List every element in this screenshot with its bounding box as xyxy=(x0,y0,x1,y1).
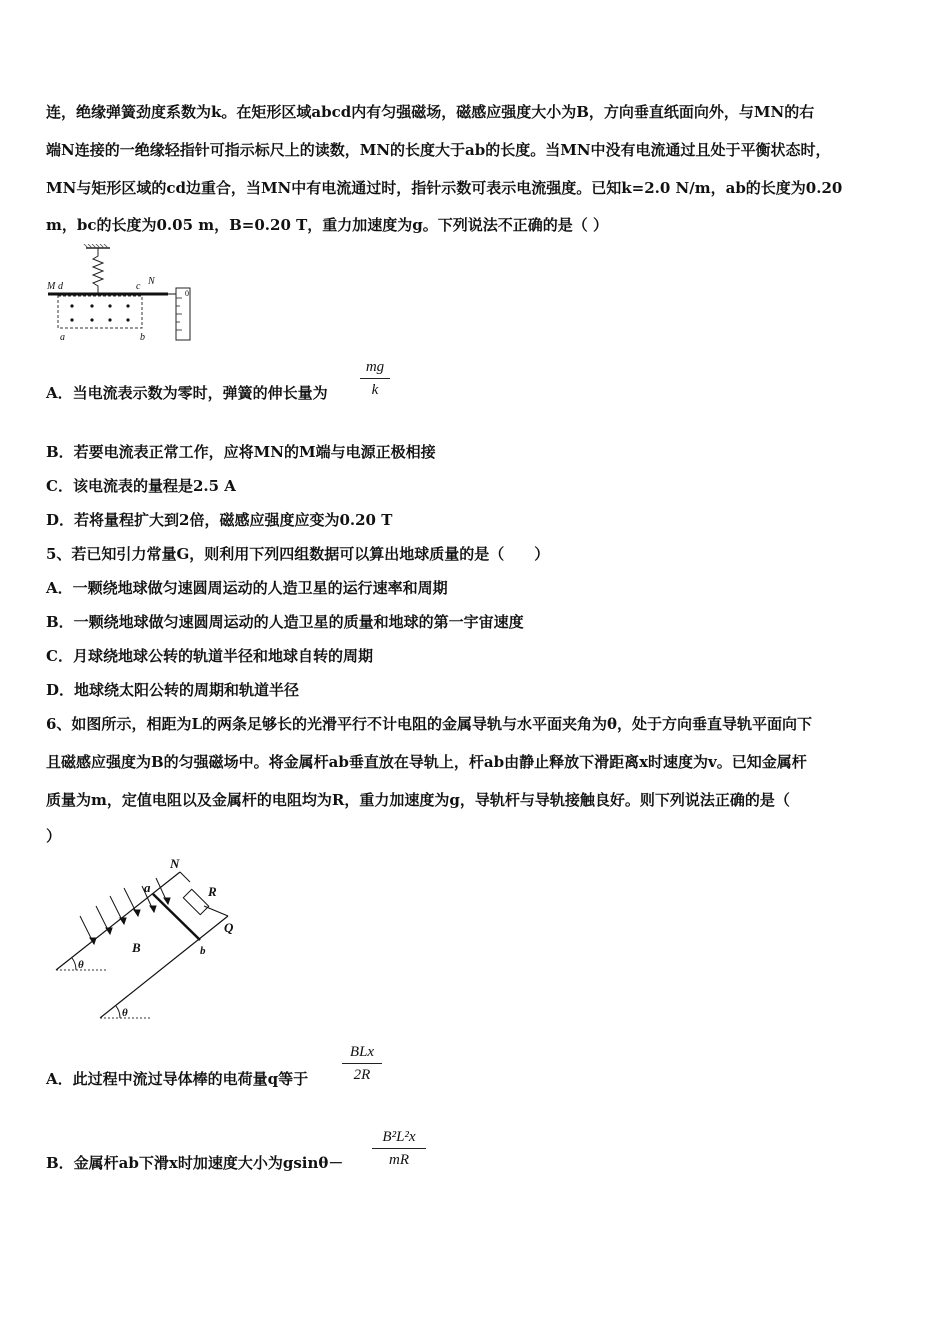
q4-option-a: A．当电流表示数为零时，弹簧的伸长量为 xyxy=(46,384,328,402)
q5-stem: 5、若已知引力常量G，则利用下列四组数据可以算出地球质量的是（ ） xyxy=(46,545,550,563)
q4-option-c: C．该电流表的量程是2.5 A xyxy=(46,477,236,495)
q4-option-b: B．若要电流表正常工作，应将MN的M端与电源正极相接 xyxy=(46,443,436,461)
q4-label-c: c xyxy=(136,281,141,292)
q6-label-R: R xyxy=(208,884,217,899)
q6-figure xyxy=(50,856,250,1026)
q4-stem-line-3: MN与矩形区域的cd边重合，当MN中有电流通过时，指针示数可表示电流强度。已知k=2.0 N/m，ab的长度为0.20 xyxy=(46,179,843,197)
q4-label-a: a xyxy=(60,332,65,343)
q4-option-d: D．若将量程扩大到2倍，磁感应强度应变为0.20 T xyxy=(46,511,393,529)
q5-option-d: D．地球绕太阳公转的周期和轨道半径 xyxy=(46,681,300,699)
q6-stem-line-1: 6、如图所示，相距为L的两条足够长的光滑平行不计电阻的金属导轨与水平面夹角为θ，处于方向垂直导轨平面向下 xyxy=(46,715,812,733)
fraction-denominator: 2R xyxy=(353,1067,371,1083)
q6-stem-line-2: 且磁感应强度为B的匀强磁场中。将金属杆ab垂直放在导轨上，杆ab由静止释放下滑距离x时速度为v。已知金属杆 xyxy=(46,753,807,771)
q6-label-a: a xyxy=(144,880,151,895)
fraction-denominator: k xyxy=(371,382,379,398)
q6-label-Q: Q xyxy=(224,920,234,935)
q4-label-zero: 0 xyxy=(185,289,189,298)
q6-option-b-fraction xyxy=(372,1128,426,1169)
q6-label-N: N xyxy=(170,856,180,871)
q5-option-c: C．月球绕地球公转的轨道半径和地球自转的周期 xyxy=(46,647,373,665)
q4-option-a-fraction xyxy=(360,358,390,399)
q6-label-theta-1: θ xyxy=(78,959,84,971)
q6-option-b: B．金属杆ab下滑x时加速度大小为gsinθ－ xyxy=(46,1154,344,1172)
q4-stem-line-4: m，bc的长度为0.05 m，B=0.20 T，重力加速度为g。下列说法不正确的是（ ） xyxy=(46,216,608,234)
q6-stem-line-4: ） xyxy=(46,827,62,845)
fraction-numerator: BLx xyxy=(349,1044,375,1060)
q4-figure xyxy=(44,244,204,344)
q6-stem-line-3: 质量为m，定值电阻以及金属杆的电阻均为R，重力加速度为g，导轨杆与导轨接触良好。则下列说法正确的是（ xyxy=(46,791,790,809)
q6-label-b: b xyxy=(200,945,206,957)
q4-label-b: b xyxy=(140,332,145,343)
fraction-numerator: B²L²x xyxy=(382,1129,416,1145)
q5-option-b: B．一颗绕地球做匀速圆周运动的人造卫星的质量和地球的第一宇宙速度 xyxy=(46,613,524,631)
q6-label-B: B xyxy=(132,940,141,955)
q6-option-a: A．此过程中流过导体棒的电荷量q等于 xyxy=(46,1070,309,1088)
q4-label-M: M xyxy=(47,281,56,292)
q4-stem-line-1: 连，绝缘弹簧劲度系数为k。在矩形区域abcd内有匀强磁场，磁感应强度大小为B，方向垂直纸面向外，与MN的右 xyxy=(46,103,815,121)
fraction-numerator: mg xyxy=(365,359,385,375)
q6-label-theta-2: θ xyxy=(122,1007,128,1019)
fraction-denominator: mR xyxy=(389,1152,409,1168)
q4-stem-line-2: 端N连接的一绝缘轻指针可指示标尺上的读数，MN的长度大于ab的长度。当MN中没有电流通过且处于平衡状态时， xyxy=(46,141,831,159)
q5-option-a: A．一颗绕地球做匀速圆周运动的人造卫星的运行速率和周期 xyxy=(46,579,448,597)
q4-label-d: d xyxy=(58,281,63,292)
q4-label-N: N xyxy=(148,276,155,287)
q6-option-a-fraction xyxy=(342,1043,382,1084)
